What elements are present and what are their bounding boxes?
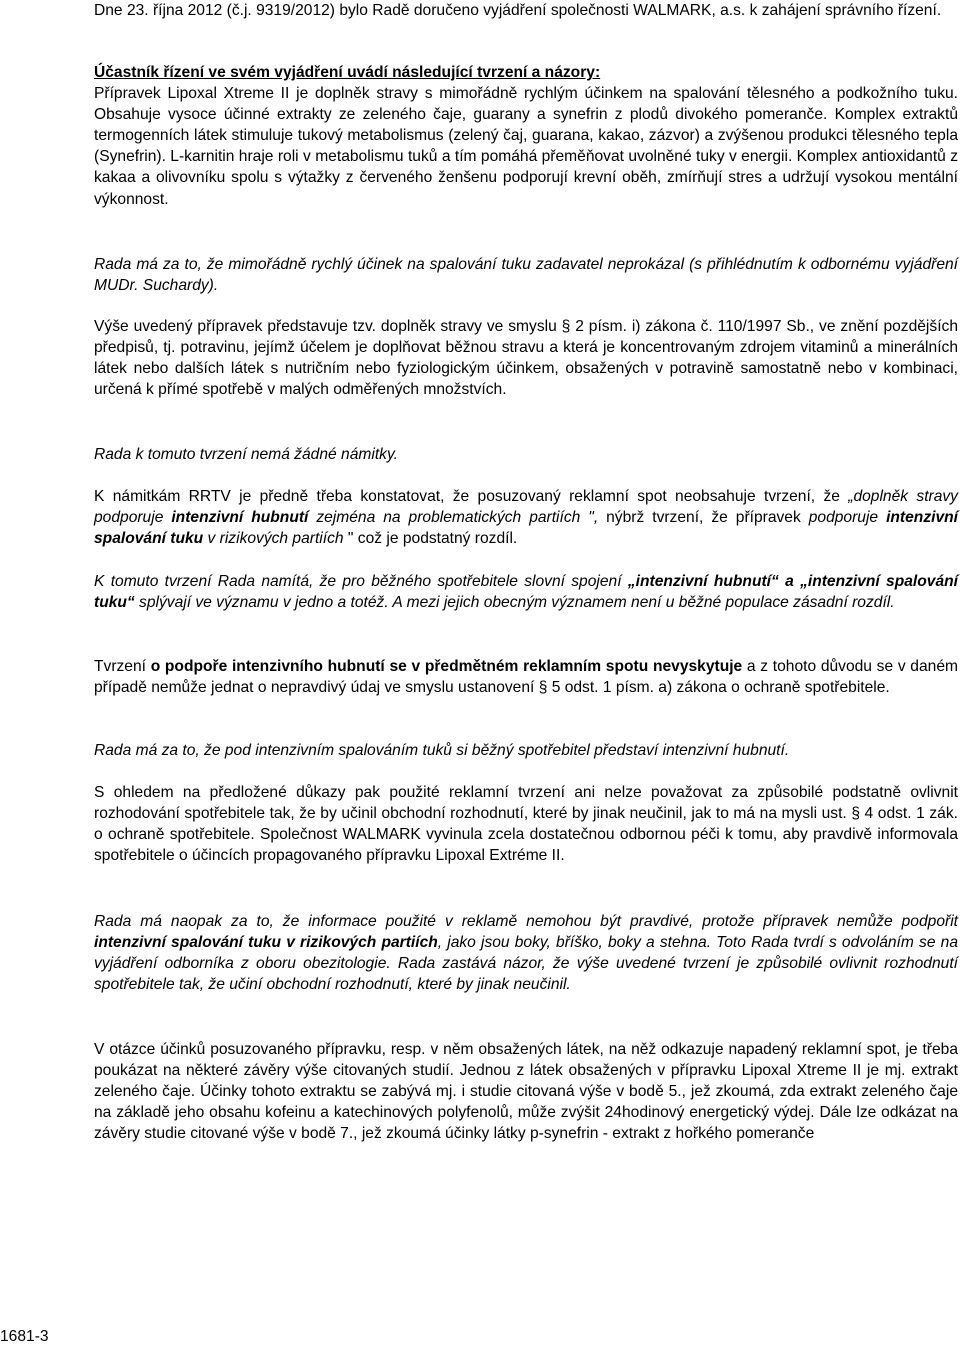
paragraph-claims <box>94 62 958 210</box>
evidence-text: S ohledem na předložené důkazy pak použité reklamní tvrzení ani nelze považovat za způsobilé podstatně ovlivnit rozhodování spotřebitele tak, že by učinil obchodní rozhodnutí, které by jinak neučinil, jak to má na mysli ust. § 4 odst. 1 zák. o ochraně spotřebitele. Společnost WALMARK vyvinula zcela dostatečnou odbornou péči k tomu, aby pravdivě informovala spotřebitele o účincích propagovaného přípravku Lipoxal Extréme II. <box>94 784 958 865</box>
paragraph-studies <box>94 1039 958 1144</box>
paragraph-no-objection <box>94 444 958 465</box>
paragraph-evidence <box>94 782 958 866</box>
opinion-3-emphasis: intenzivní spalování tuku v rizikových partiích <box>94 934 438 952</box>
no-objection-text: Rada k tomuto tvrzení nemá žádné námitky. <box>94 446 398 463</box>
counter-emphasis-a: „intenzivní hubnutí“ <box>627 573 779 590</box>
council-opinion-2-text: Rada má za to, že pod intenzivním spalováním tuků si běžný spotřebitel představí intenzivní hubnutí. <box>94 742 790 759</box>
objections-quote-c: podporuje <box>808 509 887 527</box>
council-opinion-1-text: Rada má za to, že mimořádně rychlý účinek na spalování tuku zadavatel neprokázal (s přihlédnutím k odbornému vyjádření MUDr. Suchardy). <box>94 256 958 295</box>
paragraph-claim-not-present <box>94 656 958 698</box>
opinion-3-text-a: Rada má naopak za to, že informace použité v reklamě nemohou být pravdivé, protože přípravek nemůže podpořit <box>94 913 958 930</box>
not-present-text-b: a z tohoto důvodu se v daném případě nemůže jednat o nepravdivý údaj ve smyslu ustanovení § 5 odst. 1 písm. a) zákona o ochraně spotřebitele. <box>94 658 958 697</box>
objections-quote-b: zejména na problematických partiích ", <box>308 509 599 527</box>
paragraph-council-opinion-3 <box>94 911 958 995</box>
paragraph-council-opinion-1 <box>94 254 958 296</box>
intro-text: Dne 23. října 2012 (č.j. 9319/2012) bylo Radě doručeno vyjádření společnosti WALMARK, a.s. k zahájení správního řízení. <box>94 2 942 19</box>
objections-text-c: " což je podstatný rozdíl. <box>343 530 518 548</box>
objections-quote-a: „doplněk stravy podporuje <box>94 488 958 527</box>
not-present-text-a: Tvrzení <box>94 658 151 675</box>
opinion-3-text-b: , jako jsou boky, bříško, boky a stehna. Toto Rada tvrdí s odvoláním se na vyjádření odborníka z oboru obezitologie. Rada zastává názor, že výše uvedené tvrzení je způsobilé ovlivnit rozhodnutí spotřebitele tak, že učiní obchodní rozhodnutí, které by jinak neučinil. <box>94 934 958 994</box>
objections-text-a: K námitkám RRTV je předně třeba konstatovat, že posuzovaný reklamní spot neobsahuje tvrzení, že <box>94 488 849 505</box>
counter-text-a: K tomuto tvrzení Rada namítá, že pro běžného spotřebitele slovní spojení <box>94 573 628 590</box>
objections-quote-d: v rizikových partiích <box>203 530 344 548</box>
counter-emphasis-b: „intenzivní spalování tuku“ <box>94 573 958 612</box>
paragraph-objections <box>94 486 958 549</box>
objections-emphasis-b: intenzivní spalování tuku <box>94 509 958 548</box>
not-present-emphasis: o podpoře intenzivního hubnutí se v předmětném reklamním spotu nevyskytuje <box>150 658 743 675</box>
paragraph-intro <box>94 0 958 21</box>
objections-text-b: nýbrž tvrzení, že přípravek <box>598 509 809 527</box>
objections-emphasis-a: intenzivní hubnutí <box>171 509 309 527</box>
counter-text-c: splývají ve významu v jedno a totéž. A mezi jejich obecným významem není u běžné populace zásadní rozdíl. <box>134 594 895 612</box>
paragraph-definition <box>94 316 958 400</box>
definition-text: Výše uvedený přípravek představuje tzv. doplněk stravy ve smyslu § 2 písm. i) zákona č. 110/1997 Sb., ve znění pozdějších předpisů, tj. potravinu, jejímž účelem je doplňovat běžnou stravu a která je koncentrovaným zdrojem vitaminů a minerálních látek nebo dalších látek s nutričním nebo fyziologickým účinkem, obsažených v potravině samostatně nebo v kombinaci, určená k přímé spotřebě v malých odměřených množstvích. <box>94 318 958 399</box>
claims-heading: Účastník řízení ve svém vyjádření uvádí následující tvrzení a názory: <box>94 64 601 81</box>
paragraph-council-counter <box>94 571 958 613</box>
studies-text: V otázce účinků posuzovaného přípravku, resp. v něm obsažených látek, na něž odkazuje napadený reklamní spot, je třeba poukázat na některé závěry výše citovaných studií. Jednou z látek obsažených v přípravku Lipoxal Xtreme II je mj. extrakt zeleného čaje. Účinky tohoto extraktu se zabývá mj. i studie citovaná výše v bodě 5., jež zkoumá, zda extrakt zeleného čaje na základě jeho obsahu kofeinu a katechinových polyfenolů, může zvýšit 24hodinový energetický výdej. Dále lze odkázat na závěry studie citované výše v bodě 7., jež zkoumá účinky látky p-synefrin - extrakt z hořkého pomeranče <box>94 1041 958 1143</box>
claims-body: Přípravek Lipoxal Xtreme II je doplněk stravy s mimořádně rychlým účinkem na spalování tělesného a podkožního tuku. Obsahuje vysoce účinné extrakty ze zeleného čaje, guarany a synefrin z plodů divokého pomeranče. Komplex extraktů termogenních látek stimuluje tukový metabolismus (zelený čaj, guarana, kakao, zázvor) a zvýšenou produkci tělesného tepla (Synefrin). L-karnitin hraje roli v metabolismu tuků a tím pomáhá přeměňovat uvolněné tuky v energii. Komplex antioxidantů z kakaa a olivovníku spolu s výtažky z červeného ženšenu podporují krevní oběh, zmírňují stres a udržují vysokou mentální výkonnost. <box>94 85 958 208</box>
page-number: 1681-3 <box>0 1328 49 1345</box>
counter-text-b: a <box>778 573 801 590</box>
paragraph-council-opinion-2 <box>94 740 958 761</box>
